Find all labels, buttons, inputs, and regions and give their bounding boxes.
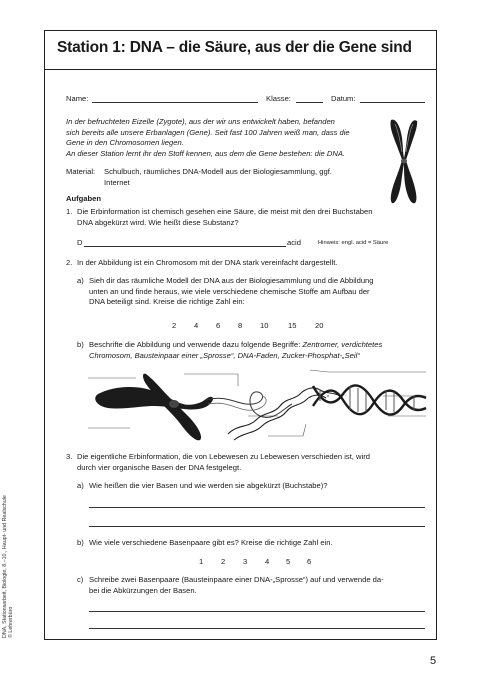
task3a-answer-line[interactable]	[89, 526, 425, 527]
task3a-answer-line[interactable]	[89, 507, 425, 508]
task3-text	[77, 452, 429, 473]
task3-line: Die eigentliche Erbinformation, die von Lebewesen zu Lebewesen verschieden ist, wird	[77, 452, 370, 461]
class-label: Klasse:	[266, 94, 291, 103]
task2b-text-plain: Beschrifte die Abbildung und verwende dazu folgende Begriffe:	[89, 340, 303, 349]
intro-line: Gene in den Chromosomen liegen.	[66, 138, 184, 148]
task3c-label: c)	[77, 575, 84, 584]
number-choice[interactable]: 4	[194, 321, 199, 330]
task3c-line: Schreibe zwei Basenpaare (Bausteinpaare einer DNA-„Sprosse“) auf und verwende da-	[89, 575, 384, 584]
number-choice[interactable]: 4	[265, 557, 270, 566]
number-choice[interactable]: 20	[315, 321, 324, 330]
number-choice[interactable]: 6	[216, 321, 221, 330]
page-title: Station 1: DNA – die Säure, aus der die Gene sind	[57, 39, 412, 56]
intro-line: An dieser Station lernt ihr den Stoff kennen, aus dem die Gene bestehen: die DNA.	[66, 148, 346, 158]
number-choice[interactable]: 2	[221, 557, 226, 566]
date-field[interactable]	[360, 102, 425, 103]
task2b-label: b)	[77, 340, 84, 349]
task1-start-letter: D	[77, 238, 83, 247]
copyright-line: © Lehrerbüro	[8, 606, 15, 638]
task1-line: DNA abgekürzt wird. Wie heißt diese Substanz?	[77, 217, 239, 227]
dna-chromosome-illustration	[88, 364, 428, 449]
material-line-2: Internet	[104, 177, 130, 187]
task1-text	[77, 207, 427, 228]
double-helix	[313, 385, 426, 414]
material-line-1: Schulbuch, räumliches DNA-Modell aus der Biologiesammlung, ggf.	[104, 167, 332, 176]
task1-number: 1.	[66, 207, 73, 216]
name-field[interactable]	[92, 102, 258, 103]
task2a-text	[89, 276, 429, 308]
number-choice[interactable]: 15	[288, 321, 297, 330]
task3-number: 3.	[66, 452, 73, 461]
number-choice[interactable]: 3	[243, 557, 248, 566]
intro-line: In der befruchteten Eizelle (Zygote), aus der wir uns entwickelt haben, befanden	[66, 117, 335, 126]
task1-hint: Hinweis: engl. acid = Säure	[318, 240, 389, 246]
chromosome-icon	[385, 116, 423, 206]
task1-line: Die Erbinformation ist chemisch gesehen eine Säure, die meist mit den drei Buchstaben	[77, 207, 373, 216]
task2a-number-choices	[172, 321, 323, 332]
task2-number: 2.	[66, 258, 73, 267]
number-choice[interactable]: 1	[199, 557, 204, 566]
number-choice[interactable]: 6	[307, 557, 312, 566]
material-label: Material:	[66, 167, 96, 176]
intro-line: sich bereits alle unsere Erbanlagen (Gene). Seit fast 100 Jahren weiß man, dass die	[66, 127, 350, 137]
name-label: Name:	[66, 94, 89, 103]
task2-text: In der Abbildung ist ein Chromosom mit der DNA stark vereinfacht dargestellt.	[77, 258, 338, 267]
number-choice[interactable]: 10	[260, 321, 269, 330]
page-number: 5	[430, 655, 437, 667]
number-choice[interactable]: 5	[286, 557, 291, 566]
number-choice[interactable]: 8	[238, 321, 243, 330]
task3b-label: b)	[77, 538, 84, 547]
task3-line: durch vier organische Basen der DNA festgelegt.	[77, 462, 242, 472]
number-choice[interactable]: 2	[172, 321, 177, 330]
task1-answer-field[interactable]	[84, 246, 286, 247]
task2b-text-italic: Zentromer, verdichtetes	[302, 340, 383, 349]
task2a-line: Sieh dir das räumliche Modell der DNA aus der Biologiesammlung und die Abbildung	[89, 276, 374, 285]
task3c-answer-line[interactable]	[89, 611, 425, 612]
task2b-text	[89, 340, 434, 361]
task3c-line: bei die Abkürzungen der Basen.	[89, 585, 197, 595]
copyright-sidebar	[2, 495, 15, 638]
task2a-line: unten an und finde heraus, wie viele verschiedene chemische Stoffe am Aufbau der	[89, 286, 370, 296]
material-block	[66, 167, 372, 188]
intro-text	[66, 117, 376, 159]
task2a-line: DNA beteiligt sind. Kreise die richtige Zahl ein:	[89, 297, 245, 307]
dna-coil	[228, 388, 340, 440]
task3b-text: Wie viele verschiedene Basenpaare gibt es? Kreise die richtige Zahl ein.	[89, 538, 333, 547]
class-field[interactable]	[296, 102, 323, 103]
task2a-label: a)	[77, 276, 84, 285]
task1-acid: acid	[287, 238, 301, 247]
task3a-label: a)	[77, 481, 84, 490]
copyright-line: DNA, Stationsarbeit, Biologie, 8.–10., Haupt- und Realschule	[2, 495, 8, 638]
task3c-text	[89, 575, 431, 596]
task3b-number-choices	[199, 557, 311, 568]
tasks-heading: Aufgaben	[66, 194, 102, 203]
task3a-text: Wie heißen die vier Basen und wie werden sie abgekürzt (Buchstabe)?	[89, 481, 328, 490]
chromosome-x	[95, 374, 213, 441]
title-bar	[45, 31, 436, 70]
task2b-terms: Chromosom, Bausteinpaar einer „Sprosse“, DNA-Faden, Zucker-Phosphat-„Seil“	[89, 350, 360, 360]
date-label: Datum:	[331, 94, 356, 103]
task3c-answer-line[interactable]	[89, 628, 425, 629]
